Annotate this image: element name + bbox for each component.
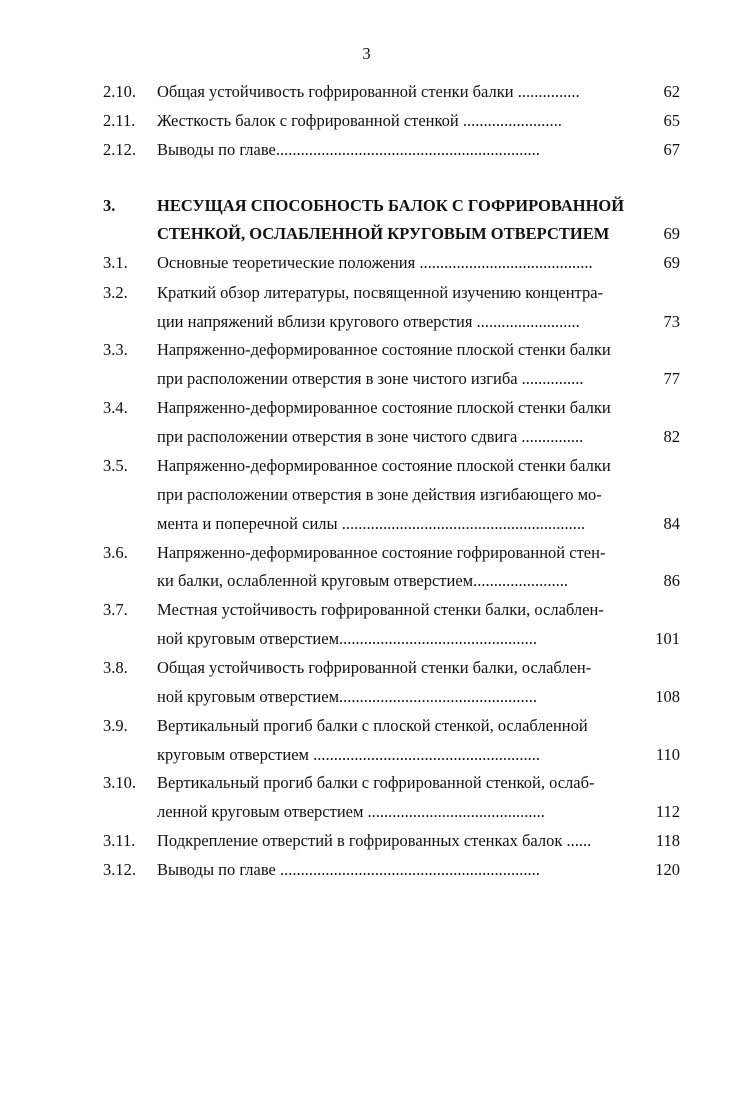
toc-entry-continued <box>0 514 733 536</box>
toc-entry-number: 2.11. <box>103 111 136 130</box>
toc-entry-page: 84 <box>663 514 680 533</box>
toc-entry-number: 3.7. <box>103 600 128 619</box>
toc-entry <box>0 773 733 795</box>
toc-entry-number: 3.10. <box>103 773 136 792</box>
toc-chapter-title-line-2: СТЕНКОЙ, ОСЛАБЛЕННОЙ КРУГОВЫМ ОТВЕРСТИЕМ <box>157 224 610 243</box>
toc-entry-continued <box>0 629 733 651</box>
toc-entry-page: 112 <box>655 802 680 821</box>
toc-entry-page: 120 <box>655 860 680 879</box>
toc-entry-page: 65 <box>663 111 680 130</box>
toc-entry-title: Вертикальный прогиб балки с гофрированной стенкой, ослаб- <box>157 773 595 792</box>
toc-entry-title: Местная устойчивость гофрированной стенки балки, ослаблен- <box>157 600 604 619</box>
toc-entry-continued <box>0 485 733 507</box>
toc-entry-number: 3.3. <box>103 340 128 359</box>
toc-entry-page: 77 <box>663 369 680 388</box>
toc-entry-number: 3.11. <box>103 831 136 850</box>
toc-entry-continued <box>0 687 733 709</box>
toc-entry-page: 69 <box>663 224 680 243</box>
toc-chapter-title-line-1: НЕСУЩАЯ СПОСОБНОСТЬ БАЛОК С ГОФРИРОВАННОЙ <box>157 196 625 215</box>
toc-entry-number: 3.4. <box>103 398 128 417</box>
toc-entry-page: 118 <box>655 831 680 850</box>
toc-entry-page: 69 <box>663 253 680 272</box>
toc-entry-number: 3.2. <box>103 283 128 302</box>
toc-entry-title: Выводы по главе ............................................................... <box>157 860 540 879</box>
toc-entry-title-continued: при расположении отверстия в зоне действия изгибающего мо- <box>157 485 602 504</box>
toc-entry-title: Подкрепление отверстий в гофрированных стенках балок ...... <box>157 831 592 850</box>
toc-entry-page: 110 <box>655 745 680 764</box>
toc-entry <box>0 82 733 104</box>
toc-entry-title: Общая устойчивость гофрированной стенки балки ............... <box>157 82 580 101</box>
toc-entry <box>0 340 733 362</box>
toc-entry-continued <box>0 312 733 334</box>
toc-entry-title-continued: ной круговым отверстием................................................ <box>157 687 538 706</box>
toc-entry-title: Напряженно-деформированное состояние гофрированной стен- <box>157 543 606 562</box>
toc-chapter-number: 3. <box>103 196 116 215</box>
toc-entry-number: 2.10. <box>103 82 136 101</box>
toc-entry-continued <box>0 571 733 593</box>
toc-entry-title: Напряженно-деформированное состояние плоской стенки балки <box>157 398 611 417</box>
toc-entry-title-continued: мента и поперечной силы ........................................................... <box>157 514 586 533</box>
toc-entry <box>0 253 733 275</box>
toc-entry-page: 101 <box>655 629 680 648</box>
toc-entry-page: 108 <box>655 687 680 706</box>
toc-entry-title: Вертикальный прогиб балки с плоской стенкой, ослабленной <box>157 716 588 735</box>
toc-entry-page: 73 <box>663 312 680 331</box>
toc-entry-number: 2.12. <box>103 140 136 159</box>
toc-entry-number: 3.5. <box>103 456 128 475</box>
toc-entry <box>0 283 733 305</box>
toc-entry <box>0 398 733 420</box>
toc-entry-title: Напряженно-деформированное состояние плоской стенки балки <box>157 340 611 359</box>
toc-entry <box>0 543 733 565</box>
toc-entry-number: 3.9. <box>103 716 128 735</box>
toc-entry-title: Краткий обзор литературы, посвященной изучению концентра- <box>157 283 604 302</box>
toc-entry <box>0 111 733 133</box>
toc-entry-continued <box>0 427 733 449</box>
toc-entry-number: 3.6. <box>103 543 128 562</box>
toc-entry <box>0 831 733 853</box>
toc-entry-page: 86 <box>663 571 680 590</box>
page-number: 3 <box>362 44 371 63</box>
toc-entry-title-continued: ленной круговым отверстием ........................................... <box>157 802 545 821</box>
toc-entry-title: Выводы по главе................................................................ <box>157 140 540 159</box>
toc-chapter-heading <box>0 196 733 218</box>
toc-entry-continued <box>0 802 733 824</box>
toc-entry-page: 82 <box>663 427 680 446</box>
toc-entry-title-continued: при расположении отверстия в зоне чистого изгиба ............... <box>157 369 584 388</box>
toc-entry-number: 3.8. <box>103 658 128 677</box>
toc-entry-continued <box>0 369 733 391</box>
toc-entry-number: 3.1. <box>103 253 128 272</box>
toc-entry-page: 67 <box>663 140 680 159</box>
toc-entry-continued <box>0 745 733 767</box>
toc-entry <box>0 456 733 478</box>
toc-entry-title-continued: ной круговым отверстием................................................ <box>157 629 538 648</box>
toc-entry <box>0 600 733 622</box>
toc-entry-title-continued: ции напряжений вблизи кругового отверстия ......................... <box>157 312 580 331</box>
toc-entry-number: 3.12. <box>103 860 136 879</box>
toc-entry <box>0 140 733 162</box>
toc-entry-title: Напряженно-деформированное состояние плоской стенки балки <box>157 456 611 475</box>
toc-entry-page: 62 <box>663 82 680 101</box>
toc-entry-title-continued: круговым отверстием ....................................................... <box>157 745 540 764</box>
toc-entry <box>0 860 733 882</box>
toc-entry-title: Общая устойчивость гофрированной стенки балки, ослаблен- <box>157 658 592 677</box>
toc-entry-title: Жесткость балок с гофрированной стенкой ........................ <box>157 111 562 130</box>
toc-entry <box>0 716 733 738</box>
toc-entry <box>0 658 733 680</box>
toc-entry-title-continued: ки балки, ослабленной круговым отверстием....................... <box>157 571 568 590</box>
toc-entry-title-continued: при расположении отверстия в зоне чистого сдвига ............... <box>157 427 584 446</box>
toc-chapter-heading-continued <box>0 224 733 246</box>
toc-entry-title: Основные теоретические положения .......................................... <box>157 253 593 272</box>
